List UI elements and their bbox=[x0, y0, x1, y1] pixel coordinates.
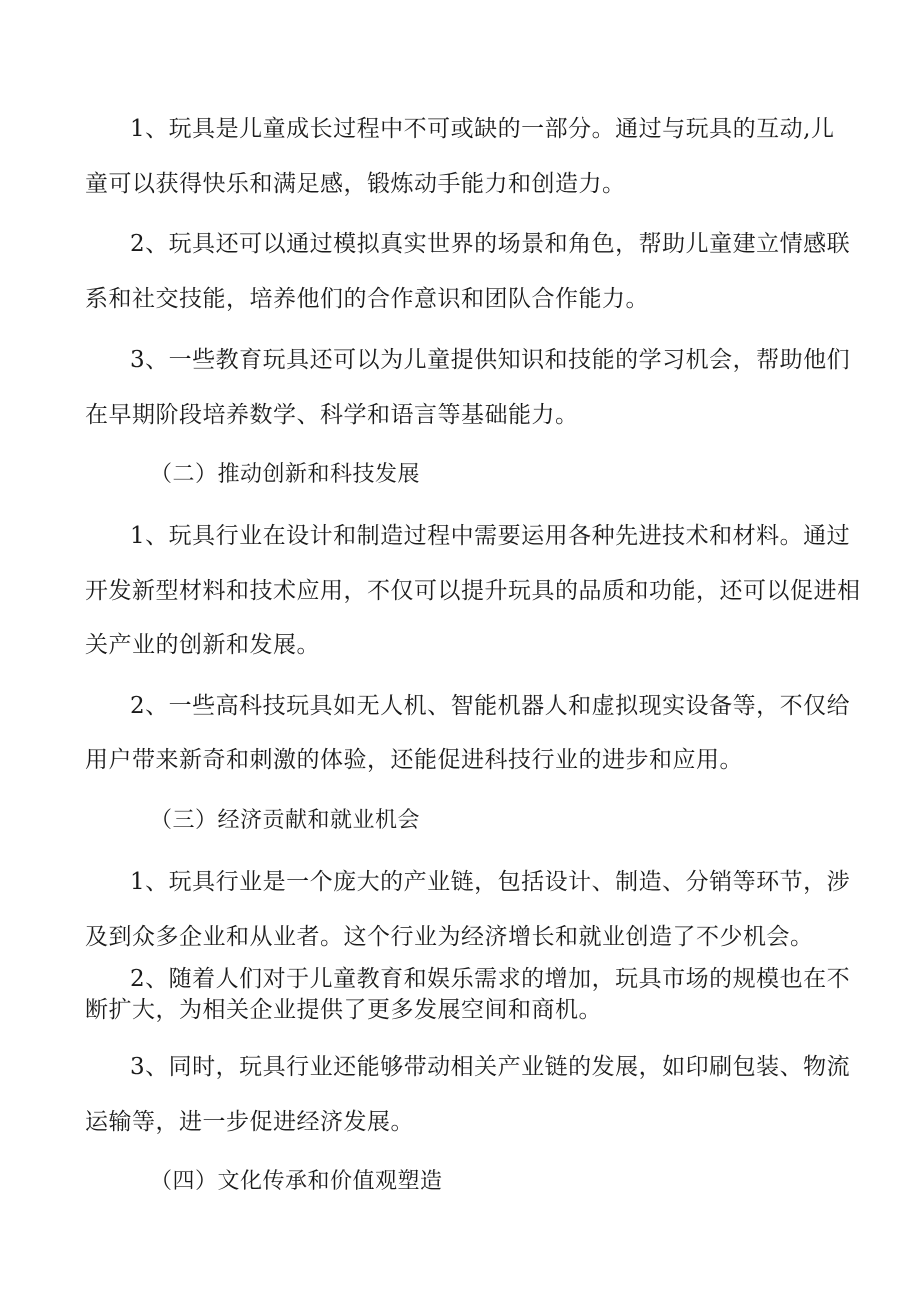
paragraph-7-line-2: 断扩大，为相关企业提供了更多发展空间和商机。 bbox=[85, 997, 602, 1023]
paragraph-1-line-1: 1、玩具是儿童成长过程中不可或缺的一部分。通过与玩具的互动,儿 bbox=[130, 116, 835, 142]
paragraph-2-line-2: 系和社交技能，培养他们的合作意识和团队合作能力。 bbox=[85, 286, 649, 312]
paragraph-6-line-1: 1、玩具行业是一个庞大的产业链，包括设计、制造、分销等环节，涉 bbox=[130, 869, 851, 895]
paragraph-4-line-1: 1、玩具行业在设计和制造过程中需要运用各种先进技术和材料。通过 bbox=[130, 523, 851, 549]
paragraph-8-line-2: 运输等，进一步促进经济发展。 bbox=[85, 1109, 414, 1135]
paragraph-1-line-2: 童可以获得快乐和满足感，锻炼动手能力和创造力。 bbox=[85, 171, 626, 197]
paragraph-7-line-1: 2、随着人们对于儿童教育和娱乐需求的增加，玩具市场的规模也在不 bbox=[130, 966, 851, 992]
paragraph-5-line-1: 2、一些高科技玩具如无人机、智能机器人和虚拟现实设备等，不仅给 bbox=[130, 693, 851, 719]
section-heading-3: （三）经济贡献和就业机会 bbox=[150, 808, 421, 833]
paragraph-6-line-2: 及到众多企业和从业者。这个行业为经济增长和就业创造了不少机会。 bbox=[85, 924, 814, 950]
paragraph-5-line-2: 用户带来新奇和刺激的体验，还能促进科技行业的进步和应用。 bbox=[85, 747, 743, 773]
paragraph-4-line-2: 开发新型材料和技术应用，不仅可以提升玩具的品质和功能，还可以促进相 bbox=[85, 578, 861, 604]
paragraph-8-line-1: 3、同时，玩具行业还能够带动相关产业链的发展，如印刷包装、物流 bbox=[130, 1054, 851, 1080]
paragraph-3-line-1: 3、一些教育玩具还可以为儿童提供知识和技能的学习机会，帮助他们 bbox=[130, 347, 851, 373]
section-heading-4: （四）文化传承和价值观塑造 bbox=[150, 1169, 443, 1194]
paragraph-3-line-2: 在早期阶段培养数学、科学和语言等基础能力。 bbox=[85, 402, 579, 428]
paragraph-2-line-1: 2、玩具还可以通过模拟真实世界的场景和角色，帮助儿童建立情感联 bbox=[130, 231, 851, 257]
paragraph-4-line-3: 关产业的创新和发展。 bbox=[85, 632, 320, 658]
section-heading-2: （二）推动创新和科技发展 bbox=[150, 462, 421, 487]
